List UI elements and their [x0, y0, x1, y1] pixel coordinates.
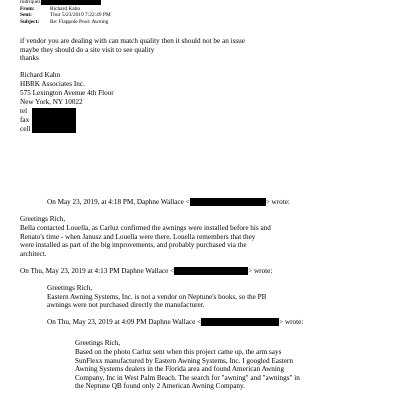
- signature-address1: 575 Lexington Avenue 4th Floor: [20, 89, 114, 97]
- reply2-line: Eastern Awning Systems, Inc. is not a vendor on Neptune's books, so the PB: [47, 292, 267, 301]
- redaction-box: [41, 0, 101, 5]
- reply2-intro: On Thu, May 23, 2019 at 4:13 PM Daphne Wallace < > wrote:: [20, 267, 273, 275]
- signature-tel: [20, 107, 27, 115]
- subject-label: Subject:: [20, 18, 40, 25]
- signature-cell: [20, 125, 30, 133]
- signature-name: Richard Kahn: [20, 71, 61, 79]
- cell-label: cell: [20, 125, 31, 133]
- redaction-box: [190, 198, 266, 206]
- reply2-greeting: Greetings Rich,: [47, 284, 93, 292]
- reply1-line: were installed as part of the big improvements, and probably purchased via the: [20, 241, 247, 249]
- reply3-line: the Neptune QB found only 2 American Awning Company.: [75, 382, 245, 390]
- reply1-line: Renato's time - when Janusz and Louella were there. Louella remembers that they: [20, 232, 256, 241]
- sent-row: [20, 12, 111, 18]
- reply3-line: SunFlexx manufactured by Eastern Awning Systems, Inc. I googled Eastern: [75, 356, 293, 365]
- redaction-box: [32, 108, 76, 133]
- from-label: From:: [20, 5, 35, 12]
- from-value: Richard Kahn: [50, 5, 81, 12]
- reply3-greeting: Greetings Rich,: [75, 339, 121, 347]
- reply1-greeting: Greetings Rich,: [20, 215, 66, 223]
- from-row: [20, 6, 80, 12]
- message-line: maybe they should do a site visit to see quality: [20, 45, 155, 54]
- reply3-line: Awning Systems dealers in the Florida area and found American Awning: [75, 365, 285, 373]
- reply1-line: Bella contacted Louella, as Carluz confirmed the awnings were installed before his and: [20, 224, 271, 232]
- message-line: if vendor you are dealing with can match quality then it should not be an issue: [20, 37, 245, 45]
- message-line: thanks: [20, 54, 39, 62]
- reply1-line: architect.: [20, 249, 47, 258]
- sent-value: Thur 5/23/2019 7:22:49 PM: [50, 12, 111, 18]
- redaction-box: [174, 267, 248, 275]
- signature-address2: New York, NY 10022: [20, 98, 83, 106]
- reply1-intro: On May 23, 2019, at 4:18 PM, Daphne Wallace < > wrote:: [47, 198, 290, 206]
- reply3-intro: On Thu, May 23, 2019 at 4:09 PM Daphne Wallace < > wrote:: [47, 318, 304, 326]
- fax-label: fax: [20, 116, 30, 124]
- signature-fax: [20, 116, 29, 124]
- reply3-line: Based on the photo Carluz sent when this project came up, the arm says: [75, 348, 282, 356]
- signature-company: HBRK Associates Inc.: [20, 80, 85, 88]
- reply2-line: awnings were not purchased directly the manufacturer.: [47, 301, 205, 309]
- tel-label: tel: [20, 107, 28, 115]
- sent-label: Sent:: [20, 12, 32, 18]
- to-prefix: rodriquez: [20, 0, 41, 6]
- subject-value: Re: Flappole Pool: Awning: [50, 18, 109, 25]
- redaction-box: [201, 318, 279, 326]
- reply3-line: Company, Inc in West Palm Beach. The search for "awning" and "awnings" in: [75, 373, 300, 382]
- subject-row: [20, 19, 108, 25]
